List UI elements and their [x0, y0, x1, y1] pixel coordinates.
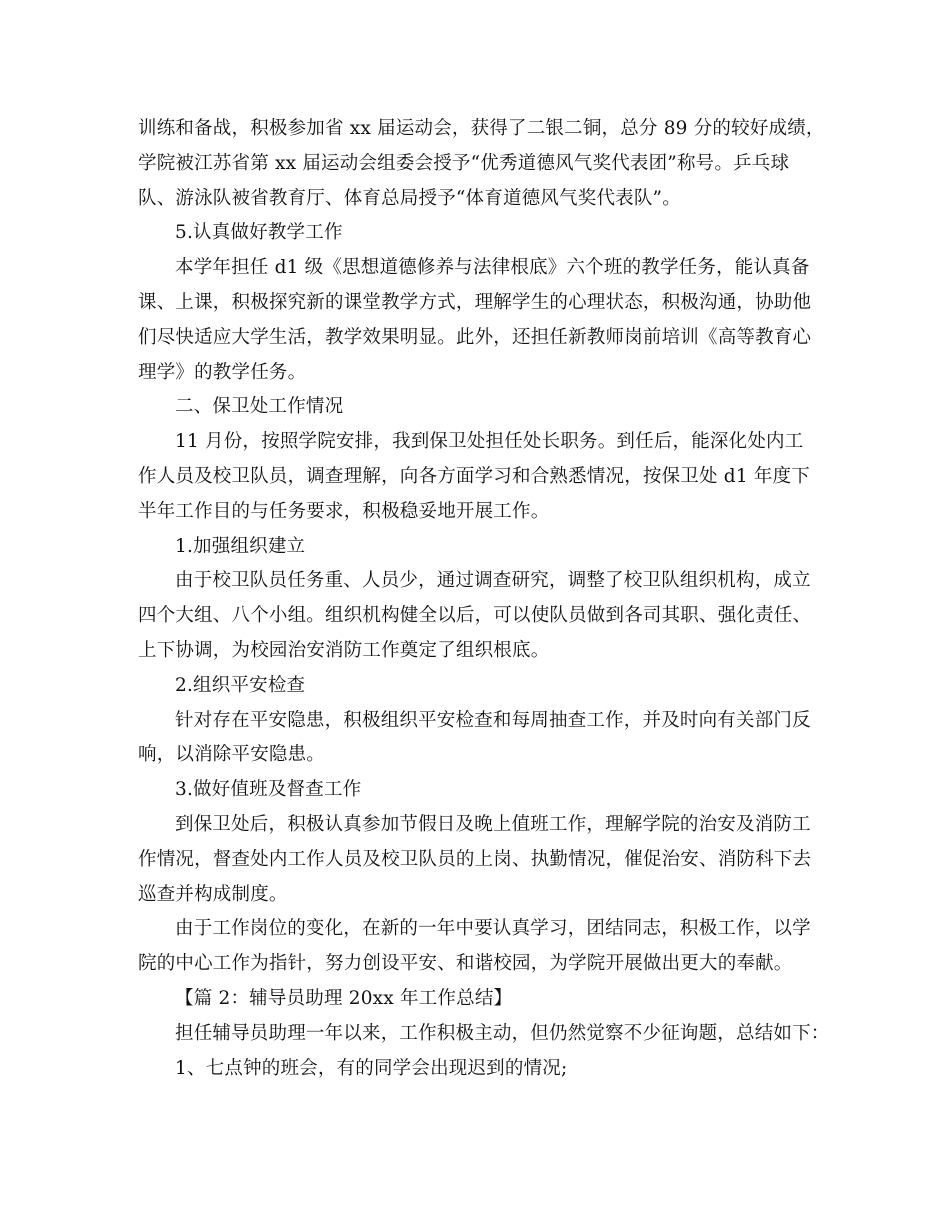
text-line: 上下协调，为校园治安消防工作奠定了组织根底。 — [138, 639, 550, 661]
text-line: 由于校卫队员任务重、人员少，通过调查研究，调整了校卫队组织机构，成立 — [175, 570, 811, 592]
text-line: 响，以消除平安隐患。 — [138, 744, 326, 766]
text-line: 到保卫处后，积极认真参加节假日及晚上值班工作，理解学院的治安及消防工 — [175, 813, 811, 835]
text-line: 2.组织平安检查 — [175, 674, 306, 696]
text-line: 们尽快适应大学生活，教学效果明显。此外，还担任新教师岗前培训《高等教育心 — [138, 326, 812, 348]
text-line: 作情况，督查处内工作人员及校卫队员的上岗、执勤情况，催促治安、消防科下去 — [138, 848, 812, 870]
text-line: 训练和备战，积极参加省 xx 届运动会，获得了二银二铜，总分 89 分的较好成绩， — [138, 118, 825, 139]
document-body — [138, 112, 830, 1086]
text-line: 理学》的教学任务。 — [138, 361, 307, 383]
text-line: 1.加强组织建立 — [175, 535, 306, 557]
text-line: 学院被江苏省第 xx 届运动会组委会授予“优秀道德风气奖代表团”称号。乒乓球 — [138, 152, 790, 174]
text-line: 针对存在平安隐患，积极组织平安检查和每周抽查工作，并及时向有关部门反 — [175, 709, 811, 731]
text-line: 担任辅导员助理一年以来，工作积极主动，但仍然觉察不少征询题，总结如下： — [175, 1022, 830, 1044]
text-line: 【篇 2：辅导员助理 20xx 年工作总结】 — [175, 987, 513, 1009]
text-line: 本学年担任 d1 级《思想道德修养与法律根底》六个班的教学任务，能认真备 — [175, 257, 810, 279]
text-line: 队、游泳队被省教育厅、体育总局授予“体育道德风气奖代表队”。 — [138, 187, 681, 209]
text-line: 院的中心工作为指针，努力创设平安、和谐校园，为学院开展做出更大的奉献。 — [138, 953, 793, 975]
text-line: 11 月份，按照学院安排，我到保卫处担任处长职务。到任后，能深化处内工 — [175, 431, 804, 453]
text-line: 1、七点钟的班会，有的同学会出现迟到的情况; — [175, 1057, 568, 1079]
text-line: 半年工作目的与任务要求，积极稳妥地开展工作。 — [138, 500, 550, 522]
text-line: 二、保卫处工作情况 — [175, 396, 344, 418]
text-line: 作人员及校卫队员，调查理解，向各方面学习和合熟悉情况，按保卫处 d1 年度下 — [138, 465, 810, 487]
text-line: 巡查并构成制度。 — [138, 883, 288, 905]
text-line: 由于工作岗位的变化，在新的一年中要认真学习，团结同志，积极工作，以学 — [175, 918, 811, 940]
text-line: 5.认真做好教学工作 — [175, 222, 343, 244]
text-line: 四个大组、八个小组。组织机构健全以后，可以使队员做到各司其职、强化责任、 — [138, 605, 812, 627]
text-line: 课、上课，积极探究新的课堂教学方式，理解学生的心理状态，积极沟通，协助他 — [138, 291, 812, 313]
text-line: 3.做好值班及督查工作 — [175, 779, 362, 801]
